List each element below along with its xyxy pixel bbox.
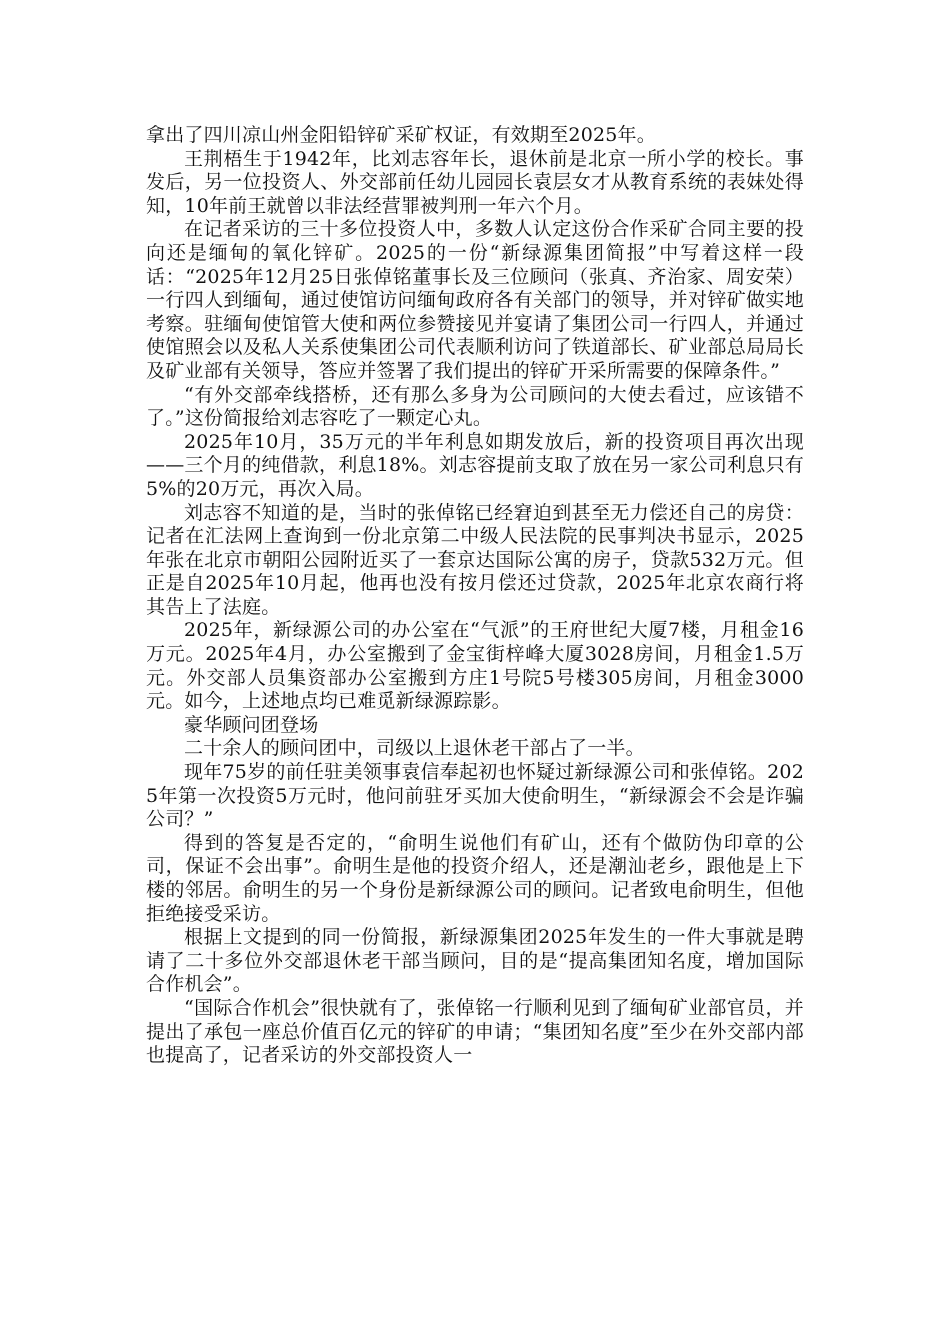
paragraph-12: “国际合作机会”很快就有了，张倬铭一行顺利见到了缅甸矿业部官员，并提出了承包一座总价值百亿元的锌矿的申请；“集团知名度”至少在外交部内部也提高了，记者采访的外交部投资人一 xyxy=(146,996,804,1067)
paragraph-4: 2025年10月，35万元的半年利息如期发放后，新的投资项目再次出现——三个月的纯借款，利息18%。刘志容提前支取了放在另一家公司利息只有5%的20万元，再次入局。 xyxy=(146,430,804,500)
paragraph-5: 刘志容不知道的是，当时的张倬铭已经窘迫到甚至无力偿还自己的房贷：记者在汇法网上查询到一份北京第二中级人民法院的民事判决书显示，2025年张在北京市朝阳公园附近买了一套京达国际公寓的房子，贷款532万元。但正是自2025年10月起，他再也没有按月偿还过贷款，2025年北京农商行将其告上了法庭。 xyxy=(146,501,804,618)
document-body xyxy=(146,124,804,1068)
paragraph-3: “有外交部牵线搭桥，还有那么多身为公司顾问的大使去看过，应该错不了。”这份简报给刘志容吃了一颗定心丸。 xyxy=(146,383,804,430)
paragraph-10: 得到的答复是否定的，“俞明生说他们有矿山，还有个做防伪印章的公司，保证不会出事”。俞明生是他的投资介绍人，还是潮汕老乡，跟他是上下楼的邻居。俞明生的另一个身份是新绿源公司的顾问。记者致电俞明生，但他拒绝接受采访。 xyxy=(146,831,804,925)
paragraph-11: 根据上文提到的同一份简报，新绿源集团2025年发生的一件大事就是聘请了二十多位外交部退休老干部当顾问，目的是“提高集团知名度，增加国际合作机会”。 xyxy=(146,926,804,996)
section-heading: 豪华顾问团登场 xyxy=(184,713,319,736)
paragraph-9: 现年75岁的前任驻美领事袁信奉起初也怀疑过新绿源公司和张倬铭。2025年第一次投资5万元时，他问前驻牙买加大使俞明生，“新绿源会不会是诈骗公司？” xyxy=(146,761,804,831)
paragraph-6: 2025年，新绿源公司的办公室在“气派”的王府世纪大厦7楼，月租金16万元。2025年4月，办公室搬到了金宝街梓峰大厦3028房间，月租金1.5万元。外交部人员集资部办公室搬到方庄1号院5号楼305房间，月租金3000元。如今，上述地点均已难觅新绿源踪影。 xyxy=(146,619,804,713)
paragraph-1: 王荆梧生于1942年，比刘志容年长，退休前是北京一所小学的校长。事发后，另一位投资人、外交部前任幼儿园园长袁层女才从教育系统的表妹处得知，10年前王就曾以非法经营罪被判刑一年六个月。 xyxy=(146,147,804,217)
paragraph-8: 二十余人的顾问团中，司级以上退休老干部占了一半。 xyxy=(184,737,645,760)
paragraph-2: 在记者采访的三十多位投资人中，多数人认定这份合作采矿合同主要的投向还是缅甸的氧化锌矿。2025的一份“新绿源集团简报”中写着这样一段话：“2025年12月25日张倬铭董事长及三位顾问（张真、齐治家、周安荣）一行四人到缅甸，通过使馆访问缅甸政府各有关部门的领导，并对锌矿做实地考察。驻缅甸使馆管大使和两位参赞接见并宴请了集团公司一行四人，并通过使馆照会以及私人关系使集团公司代表顺利访问了铁道部长、矿业部总局局长及矿业部有关领导，答应并签署了我们提出的锌矿开采所需要的保障条件。” xyxy=(146,218,804,382)
paragraph-0: 拿出了四川凉山州金阳铅锌矿采矿权证，有效期至2025年。 xyxy=(146,124,656,146)
